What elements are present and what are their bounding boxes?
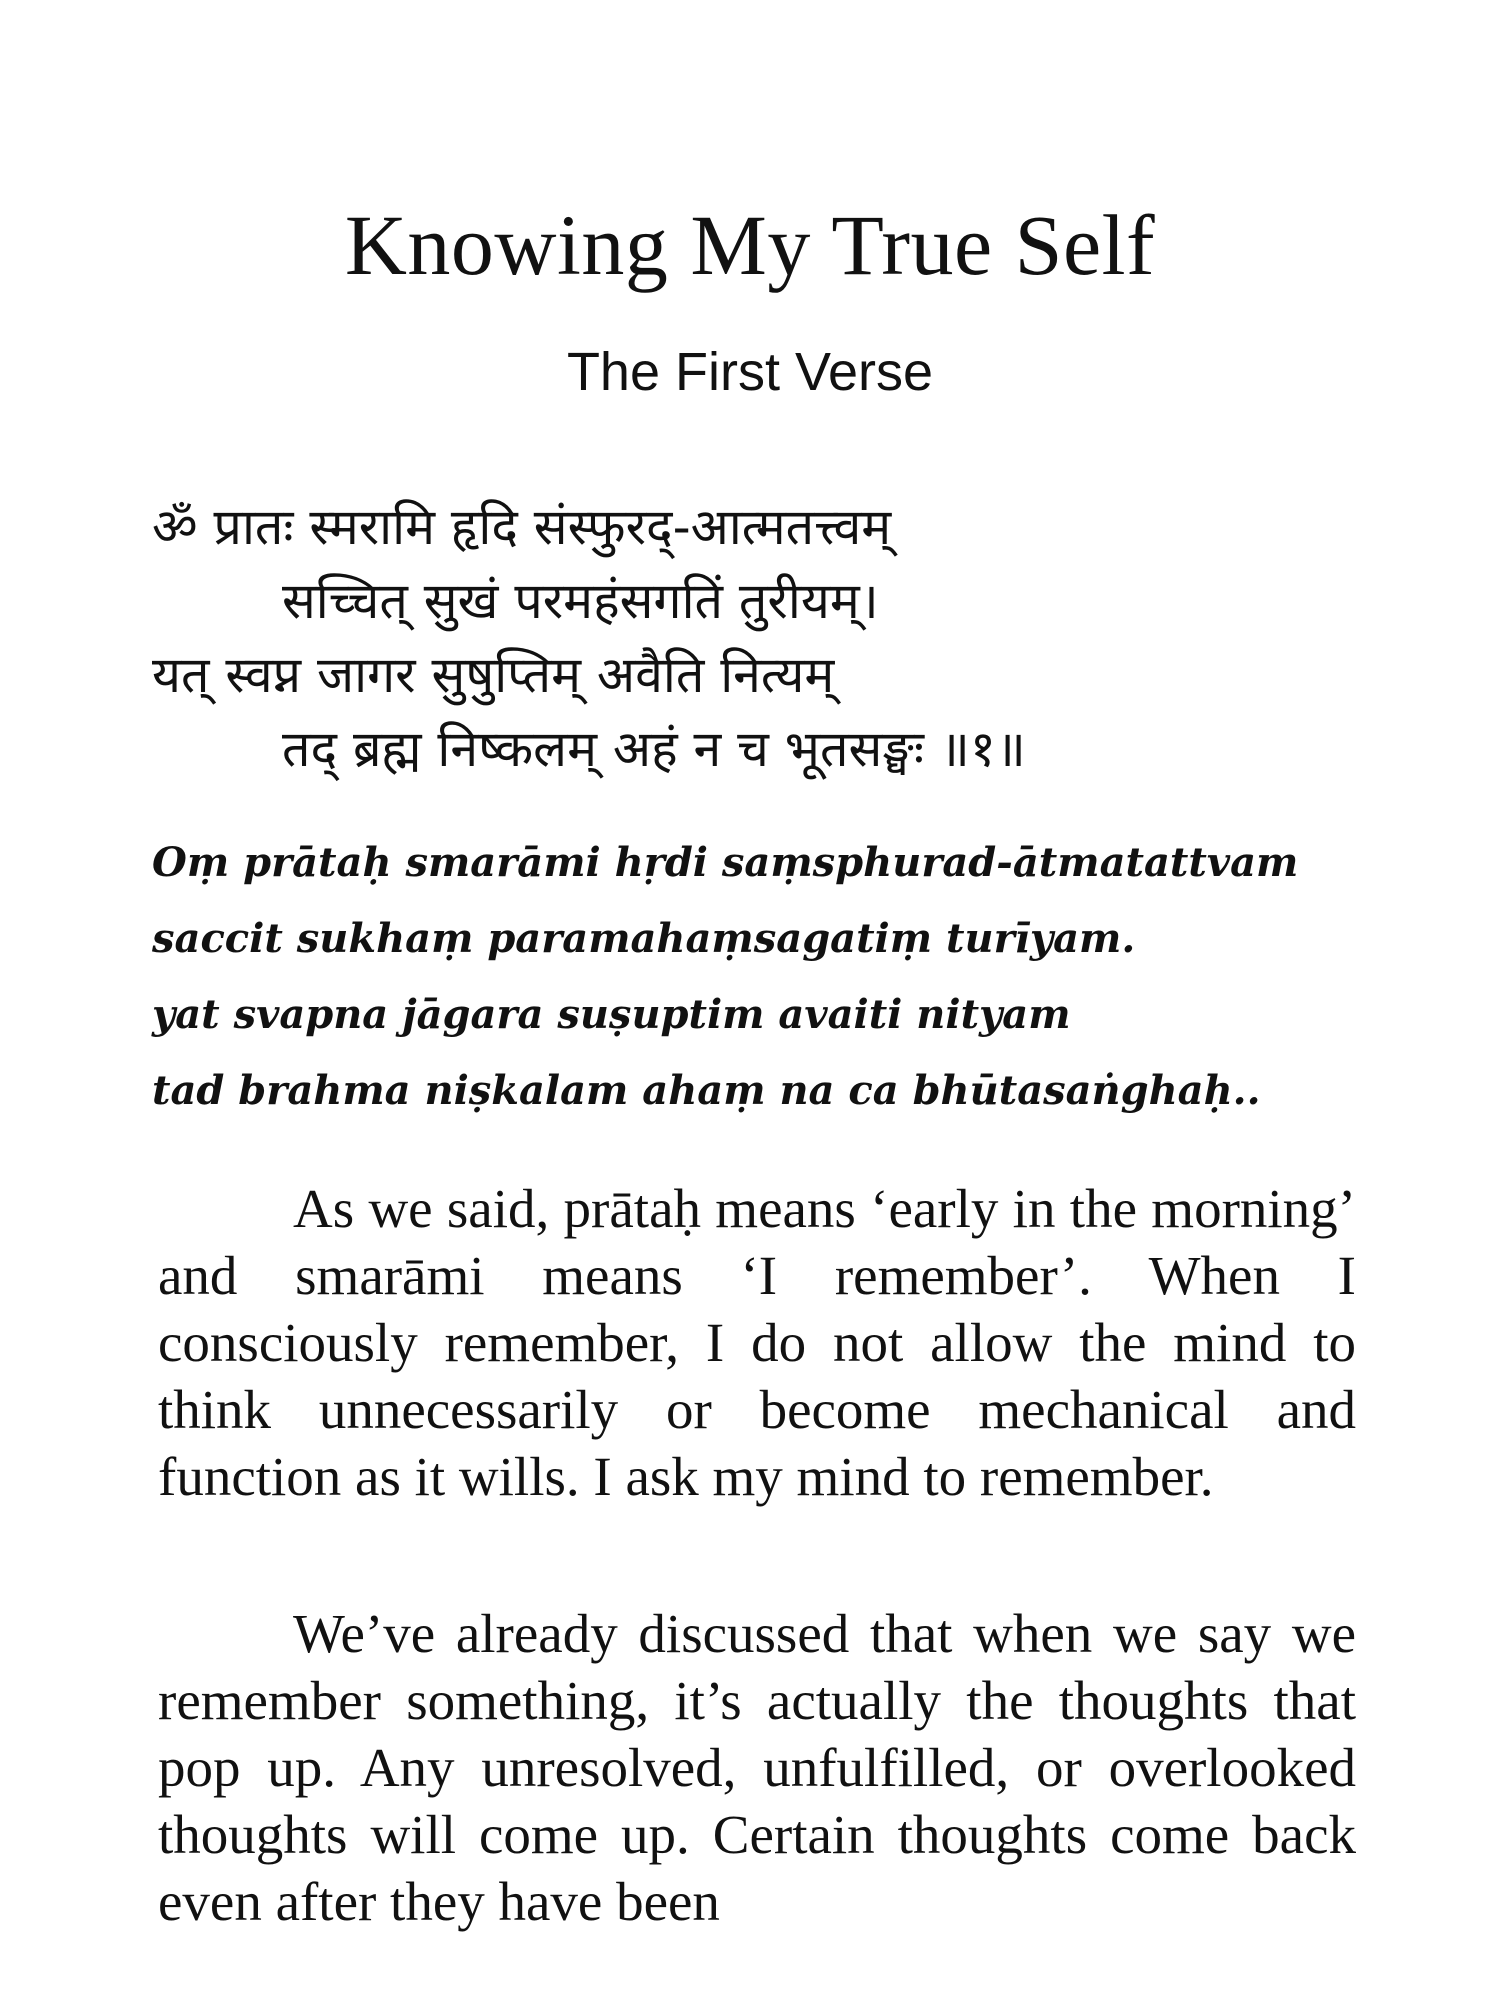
verse-line: ॐ प्रातः स्मरामि हृदि संस्फुरद्-आत्मतत्त्वम् (152, 498, 892, 556)
body-paragraph: We’ve already discussed that when we say we remember something, it’s actually the thoughts that pop up. Any unresolved, unfulfilled, or overlooked thoughts will come up. Certain thoughts come back even after they have been (158, 1603, 1356, 1932)
transliteration-line: tad brahma niṣkalam ahaṃ na ca bhūtasaṅghaḥ.. (152, 1067, 1261, 1114)
body-paragraph: As we said, prātaḥ means ‘early in the morning’ and smarāmi means ‘I remember’. When I consciously remember, I do not allow the mind to think unnecessarily or become mechanical and function as it wills. I ask my mind to remember. (158, 1178, 1356, 1507)
chapter-subtitle: The First Verse (566, 342, 934, 402)
sanskrit-verse (152, 490, 1402, 786)
transliteration-line: yat svapna jāgara suṣuptim avaiti nityam (152, 991, 1071, 1038)
chapter-title: Knowing My True Self (344, 197, 1156, 293)
verse-line: सच्चित् सुखं परमहंसगतिं तुरीयम्। (282, 572, 879, 630)
verse-line: तद् ब्रह्म निष्कलम् अहं न च भूतसङ्घः ॥१॥ (282, 720, 1026, 778)
body-paragraph-container (158, 1600, 1356, 1935)
transliterated-verse (152, 825, 1372, 1129)
transliteration-line: Oṃ prātaḥ smarāmi hṛdi saṃsphurad-ātmatattvam (152, 839, 1299, 886)
transliteration-line: saccit sukhaṃ paramahaṃsagatiṃ turīyam. (152, 915, 1136, 962)
verse-line: यत् स्वप्न जागर सुषुप्तिम् अवैति नित्यम् (152, 646, 835, 704)
